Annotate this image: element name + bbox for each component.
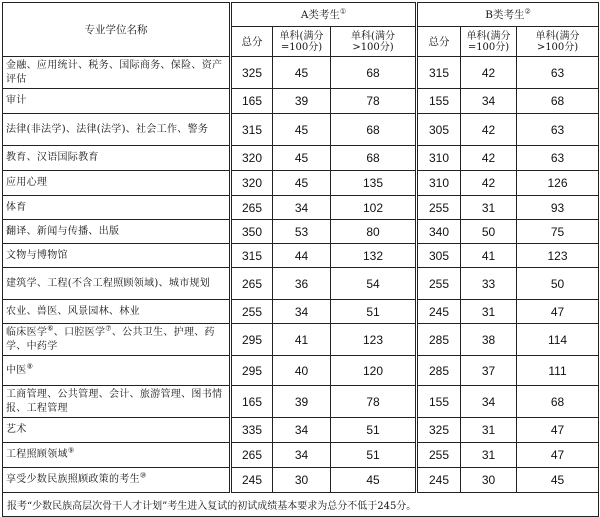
row-major-name: 文物与博物馆 bbox=[3, 244, 231, 268]
score-table-container bbox=[2, 2, 598, 512]
row-b-total: 305 bbox=[417, 114, 461, 146]
footnote-marker: ⑥ bbox=[47, 324, 54, 333]
table-row bbox=[3, 356, 599, 386]
row-major-name bbox=[3, 356, 231, 386]
row-b-single150: 68 bbox=[517, 89, 599, 114]
table-row bbox=[3, 220, 599, 244]
row-b-single150: 111 bbox=[517, 356, 599, 386]
row-major-name: 审计 bbox=[3, 89, 231, 114]
row-b-single100: 31 bbox=[461, 300, 517, 324]
table-row bbox=[3, 468, 599, 493]
row-b-total: 245 bbox=[417, 300, 461, 324]
row-major-name: 农业、兽医、风景园林、林业 bbox=[3, 300, 231, 324]
row-b-single100: 34 bbox=[461, 89, 517, 114]
row-b-total: 340 bbox=[417, 220, 461, 244]
row-a-single150: 54 bbox=[331, 268, 417, 300]
row-a-total: 245 bbox=[231, 468, 273, 493]
footnote-marker: ⑦ bbox=[105, 324, 112, 333]
row-a-single150: 102 bbox=[331, 196, 417, 220]
header-a-total: 总分 bbox=[231, 27, 273, 57]
row-a-total: 165 bbox=[231, 89, 273, 114]
row-b-single100: 33 bbox=[461, 268, 517, 300]
row-b-single150: 63 bbox=[517, 114, 599, 146]
row-a-single150: 51 bbox=[331, 418, 417, 443]
row-b-single150: 114 bbox=[517, 324, 599, 356]
row-b-total: 155 bbox=[417, 89, 461, 114]
header-a-single100-l1: 单科(满分 bbox=[279, 30, 324, 42]
row-b-total: 255 bbox=[417, 196, 461, 220]
table-row bbox=[3, 196, 599, 220]
score-requirement-table bbox=[2, 2, 599, 517]
row-a-single150: 132 bbox=[331, 244, 417, 268]
row-a-total: 295 bbox=[231, 324, 273, 356]
row-major-name-text: 享受少数民族照顾政策的考生 bbox=[6, 474, 140, 485]
row-b-total: 310 bbox=[417, 146, 461, 171]
row-b-single150: 47 bbox=[517, 443, 599, 468]
row-b-single150: 93 bbox=[517, 196, 599, 220]
row-a-single150: 51 bbox=[331, 300, 417, 324]
header-b-single100-l2: =100分) bbox=[467, 41, 510, 53]
row-a-single100: 45 bbox=[273, 171, 331, 196]
row-major-name: 体育 bbox=[3, 196, 231, 220]
header-b-total: 总分 bbox=[417, 27, 461, 57]
table-row bbox=[3, 386, 599, 418]
row-a-single100: 39 bbox=[273, 89, 331, 114]
row-b-single100: 31 bbox=[461, 196, 517, 220]
footnote-marker: ⑧ bbox=[26, 362, 34, 371]
row-b-total: 285 bbox=[417, 356, 461, 386]
row-b-single100: 42 bbox=[461, 146, 517, 171]
row-a-single100: 39 bbox=[273, 386, 331, 418]
row-b-single100: 50 bbox=[461, 220, 517, 244]
row-b-single100: 42 bbox=[461, 57, 517, 89]
row-b-single150: 126 bbox=[517, 171, 599, 196]
table-row bbox=[3, 324, 599, 356]
row-a-single100: 34 bbox=[273, 443, 331, 468]
header-group-a-label: A类考生 bbox=[300, 9, 340, 21]
table-row bbox=[3, 146, 599, 171]
row-b-single100: 42 bbox=[461, 114, 517, 146]
table-row bbox=[3, 268, 599, 300]
row-a-total: 265 bbox=[231, 443, 273, 468]
row-major-name-part3: 、公共卫生、护理、药学、中药学 bbox=[6, 326, 215, 352]
row-major-name: 金融、应用统计、税务、国际商务、保险、资产评估 bbox=[3, 57, 231, 89]
header-b-single100 bbox=[461, 27, 517, 57]
header-group-b bbox=[417, 3, 599, 27]
row-major-name: 法律(非法学)、法律(法学)、社会工作、警务 bbox=[3, 114, 231, 146]
row-major-name: 建筑学、工程(不含工程照顾领域)、城市规划 bbox=[3, 268, 231, 300]
row-b-single100: 30 bbox=[461, 468, 517, 493]
row-a-single100: 45 bbox=[273, 57, 331, 89]
header-a-single100 bbox=[273, 27, 331, 57]
table-row bbox=[3, 57, 599, 89]
row-a-single150: 68 bbox=[331, 57, 417, 89]
header-a-single150 bbox=[331, 27, 417, 57]
row-b-single150: 63 bbox=[517, 57, 599, 89]
row-a-total: 320 bbox=[231, 171, 273, 196]
row-b-single150: 50 bbox=[517, 268, 599, 300]
row-major-name: 应用心理 bbox=[3, 171, 231, 196]
row-b-total: 310 bbox=[417, 171, 461, 196]
row-b-single100: 41 bbox=[461, 244, 517, 268]
row-b-single100: 37 bbox=[461, 356, 517, 386]
row-a-single100: 40 bbox=[273, 356, 331, 386]
row-major-name: 工商管理、公共管理、会计、旅游管理、图书情报、工程管理 bbox=[3, 386, 231, 418]
row-a-total: 265 bbox=[231, 268, 273, 300]
row-b-single100: 38 bbox=[461, 324, 517, 356]
row-a-total: 265 bbox=[231, 196, 273, 220]
header-a-single100-l2: =100分) bbox=[280, 41, 323, 53]
table-row bbox=[3, 244, 599, 268]
row-b-total: 325 bbox=[417, 418, 461, 443]
row-major-name-text: 中医 bbox=[6, 364, 27, 376]
header-a-single150-l1: 单科(满分 bbox=[351, 30, 395, 42]
header-a-single150-l2: >100分) bbox=[352, 41, 394, 53]
table-footer-note: 报考“少数民族高层次骨干人才计划”考生进入复试的初试成绩基本要求为总分不低于245分。 bbox=[3, 493, 599, 517]
table-row bbox=[3, 89, 599, 114]
footnote-marker: ⑩ bbox=[139, 471, 147, 480]
header-b-single150-l2: >100分) bbox=[536, 41, 579, 53]
row-a-single150: 45 bbox=[331, 468, 417, 493]
row-major-name: 艺术 bbox=[3, 418, 231, 443]
row-a-single100: 53 bbox=[273, 220, 331, 244]
row-b-single150: 63 bbox=[517, 146, 599, 171]
row-a-single100: 44 bbox=[273, 244, 331, 268]
table-row bbox=[3, 443, 599, 468]
row-b-total: 255 bbox=[417, 268, 461, 300]
row-b-single150: 47 bbox=[517, 300, 599, 324]
row-a-total: 255 bbox=[231, 300, 273, 324]
header-group-a bbox=[231, 3, 417, 27]
row-major-name-part2: 、口腔医学 bbox=[53, 326, 106, 338]
row-b-single150: 68 bbox=[517, 386, 599, 418]
row-a-single150: 120 bbox=[331, 356, 417, 386]
row-b-single100: 34 bbox=[461, 386, 517, 418]
row-a-single100: 36 bbox=[273, 268, 331, 300]
row-a-single100: 34 bbox=[273, 300, 331, 324]
row-major-name: 翻译、新闻与传播、出版 bbox=[3, 220, 231, 244]
row-a-single150: 51 bbox=[331, 443, 417, 468]
row-major-name: 教育、汉语国际教育 bbox=[3, 146, 231, 171]
header-group-b-label: B类考生 bbox=[485, 9, 525, 21]
row-b-single150: 45 bbox=[517, 468, 599, 493]
row-major-name-text: 工程照顾领域 bbox=[6, 449, 68, 460]
row-major-name bbox=[3, 443, 231, 468]
table-row bbox=[3, 300, 599, 324]
row-a-single100: 34 bbox=[273, 196, 331, 220]
row-b-single100: 31 bbox=[461, 418, 517, 443]
row-major-name bbox=[3, 468, 231, 493]
row-b-total: 155 bbox=[417, 386, 461, 418]
row-a-single100: 34 bbox=[273, 418, 331, 443]
row-a-total: 320 bbox=[231, 146, 273, 171]
table-footer-row bbox=[3, 493, 599, 517]
row-a-total: 295 bbox=[231, 356, 273, 386]
table-row bbox=[3, 114, 599, 146]
row-a-total: 165 bbox=[231, 386, 273, 418]
header-group-b-note: ② bbox=[524, 7, 531, 16]
row-b-total: 255 bbox=[417, 443, 461, 468]
row-a-total: 335 bbox=[231, 418, 273, 443]
row-a-single150: 78 bbox=[331, 386, 417, 418]
row-a-single150: 135 bbox=[331, 171, 417, 196]
row-major-name bbox=[3, 324, 231, 356]
row-a-single100: 45 bbox=[273, 146, 331, 171]
header-major-name: 专业学位名称 bbox=[3, 3, 231, 57]
row-a-total: 315 bbox=[231, 244, 273, 268]
header-b-single150-l1: 单科(满分 bbox=[535, 30, 580, 42]
row-b-total: 315 bbox=[417, 57, 461, 89]
row-a-single100: 41 bbox=[273, 324, 331, 356]
row-a-single150: 78 bbox=[331, 89, 417, 114]
row-a-total: 315 bbox=[231, 114, 273, 146]
row-b-single150: 123 bbox=[517, 244, 599, 268]
row-b-single100: 31 bbox=[461, 443, 517, 468]
row-b-single150: 75 bbox=[517, 220, 599, 244]
row-b-single100: 42 bbox=[461, 171, 517, 196]
row-a-single150: 68 bbox=[331, 146, 417, 171]
row-b-total: 245 bbox=[417, 468, 461, 493]
row-b-single150: 47 bbox=[517, 418, 599, 443]
row-a-single150: 123 bbox=[331, 324, 417, 356]
header-group-a-note: ① bbox=[339, 7, 347, 16]
row-a-single150: 80 bbox=[331, 220, 417, 244]
table-row bbox=[3, 418, 599, 443]
row-a-total: 325 bbox=[231, 57, 273, 89]
row-major-name-part1: 临床医学 bbox=[6, 326, 48, 338]
footnote-marker: ⑨ bbox=[67, 446, 75, 455]
row-b-total: 285 bbox=[417, 324, 461, 356]
row-b-total: 305 bbox=[417, 244, 461, 268]
header-b-single100-l1: 单科(满分 bbox=[466, 30, 511, 42]
row-a-total: 350 bbox=[231, 220, 273, 244]
table-row bbox=[3, 171, 599, 196]
row-a-single100: 45 bbox=[273, 114, 331, 146]
row-a-single150: 68 bbox=[331, 114, 417, 146]
header-b-single150 bbox=[517, 27, 599, 57]
row-a-single100: 30 bbox=[273, 468, 331, 493]
